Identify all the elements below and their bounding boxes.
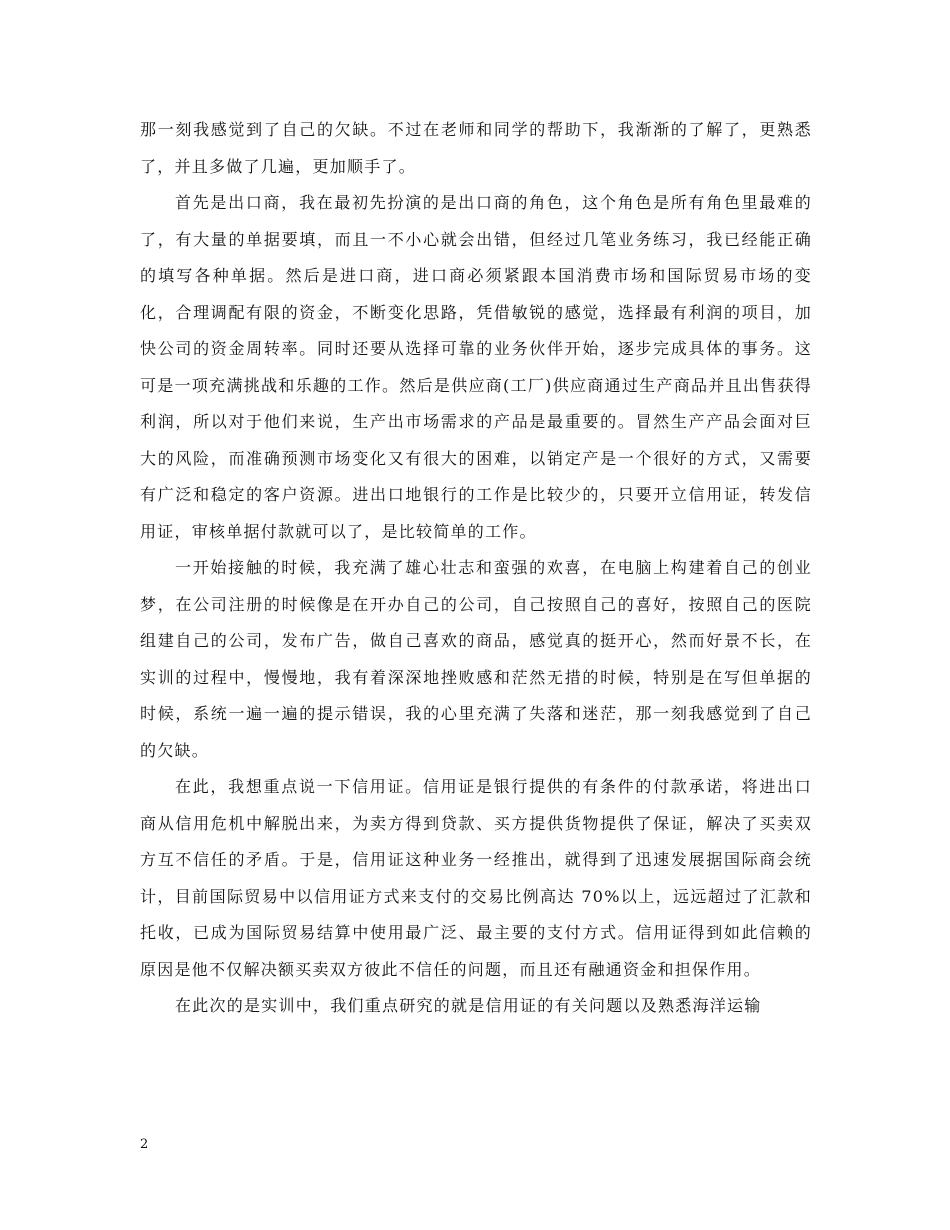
paragraph-5: 在此次的是实训中，我们重点研究的就是信用证的有关问题以及熟悉海洋运输 [175, 996, 762, 1015]
page-number: 2 [140, 1137, 149, 1152]
paragraph-3: 一开始接触的时候，我充满了雄心壮志和蛮强的欢喜，在电脑上构建着自己的创业梦，在公司注册的时候像是在开办自己的公司，自己按照自己的喜好，按照自己的医院组建自己的公司，发布广告，做自己喜欢的商品，感觉真的挺开心，然而好景不长，在实训的过程中，慢慢地，我有着深深地挫败感和茫然无措的时候，特别是在写但单据的时候，系统一遍一遍的提示错误，我的心里充满了失落和迷茫，那一刻我感觉到了自己的欠缺。 [140, 558, 812, 760]
paragraph-4: 在此，我想重点说一下信用证。信用证是银行提供的有条件的付款承诺，将进出口商从信用危机中解脱出来，为卖方得到贷款、买方提供货物提供了保证，解决了买卖双方互不信任的矛盾。于是，信用证这种业务一经推出，就得到了迅速发展据国际商会统计，目前国际贸易中以信用证方式来支付的交易比例高达 70%以上，远远超过了汇款和托收，已成为国际贸易结算中使用最广泛、最主要的支付方式。信用证得到如此信赖的原因是他不仅解决额买卖双方彼此不信任的问题，而且还有融通资金和担保作用。 [140, 777, 812, 979]
page-body [140, 112, 812, 1025]
paragraph-1: 那一刻我感觉到了自己的欠缺。不过在老师和同学的帮助下，我渐渐的了解了，更熟悉了，并且多做了几遍，更加顺手了。 [140, 120, 812, 176]
paragraph-2: 首先是出口商，我在最初先扮演的是出口商的角色，这个角色是所有角色里最难的了，有大量的单据要填，而且一不小心就会出错，但经过几笔业务练习，我已经能正确的填写各种单据。然后是进口商，进口商必须紧跟本国消费市场和国际贸易市场的变化，合理调配有限的资金，不断变化思路，凭借敏锐的感觉，选择最有利润的项目，加快公司的资金周转率。同时还要从选择可靠的业务伙伴开始，逐步完成具体的事务。这可是一项充满挑战和乐趣的工作。然后是供应商(工厂)供应商通过生产商品并且出售获得利润，所以对于他们来说，生产出市场需求的产品是最重要的。冒然生产产品会面对巨大的风险，而准确预测市场变化又有很大的困难，以销定产是一个很好的方式，又需要有广泛和稳定的客户资源。进出口地银行的工作是比较少的，只要开立信用证，转发信用证，审核单据付款就可以了，是比较简单的工作。 [140, 193, 812, 541]
